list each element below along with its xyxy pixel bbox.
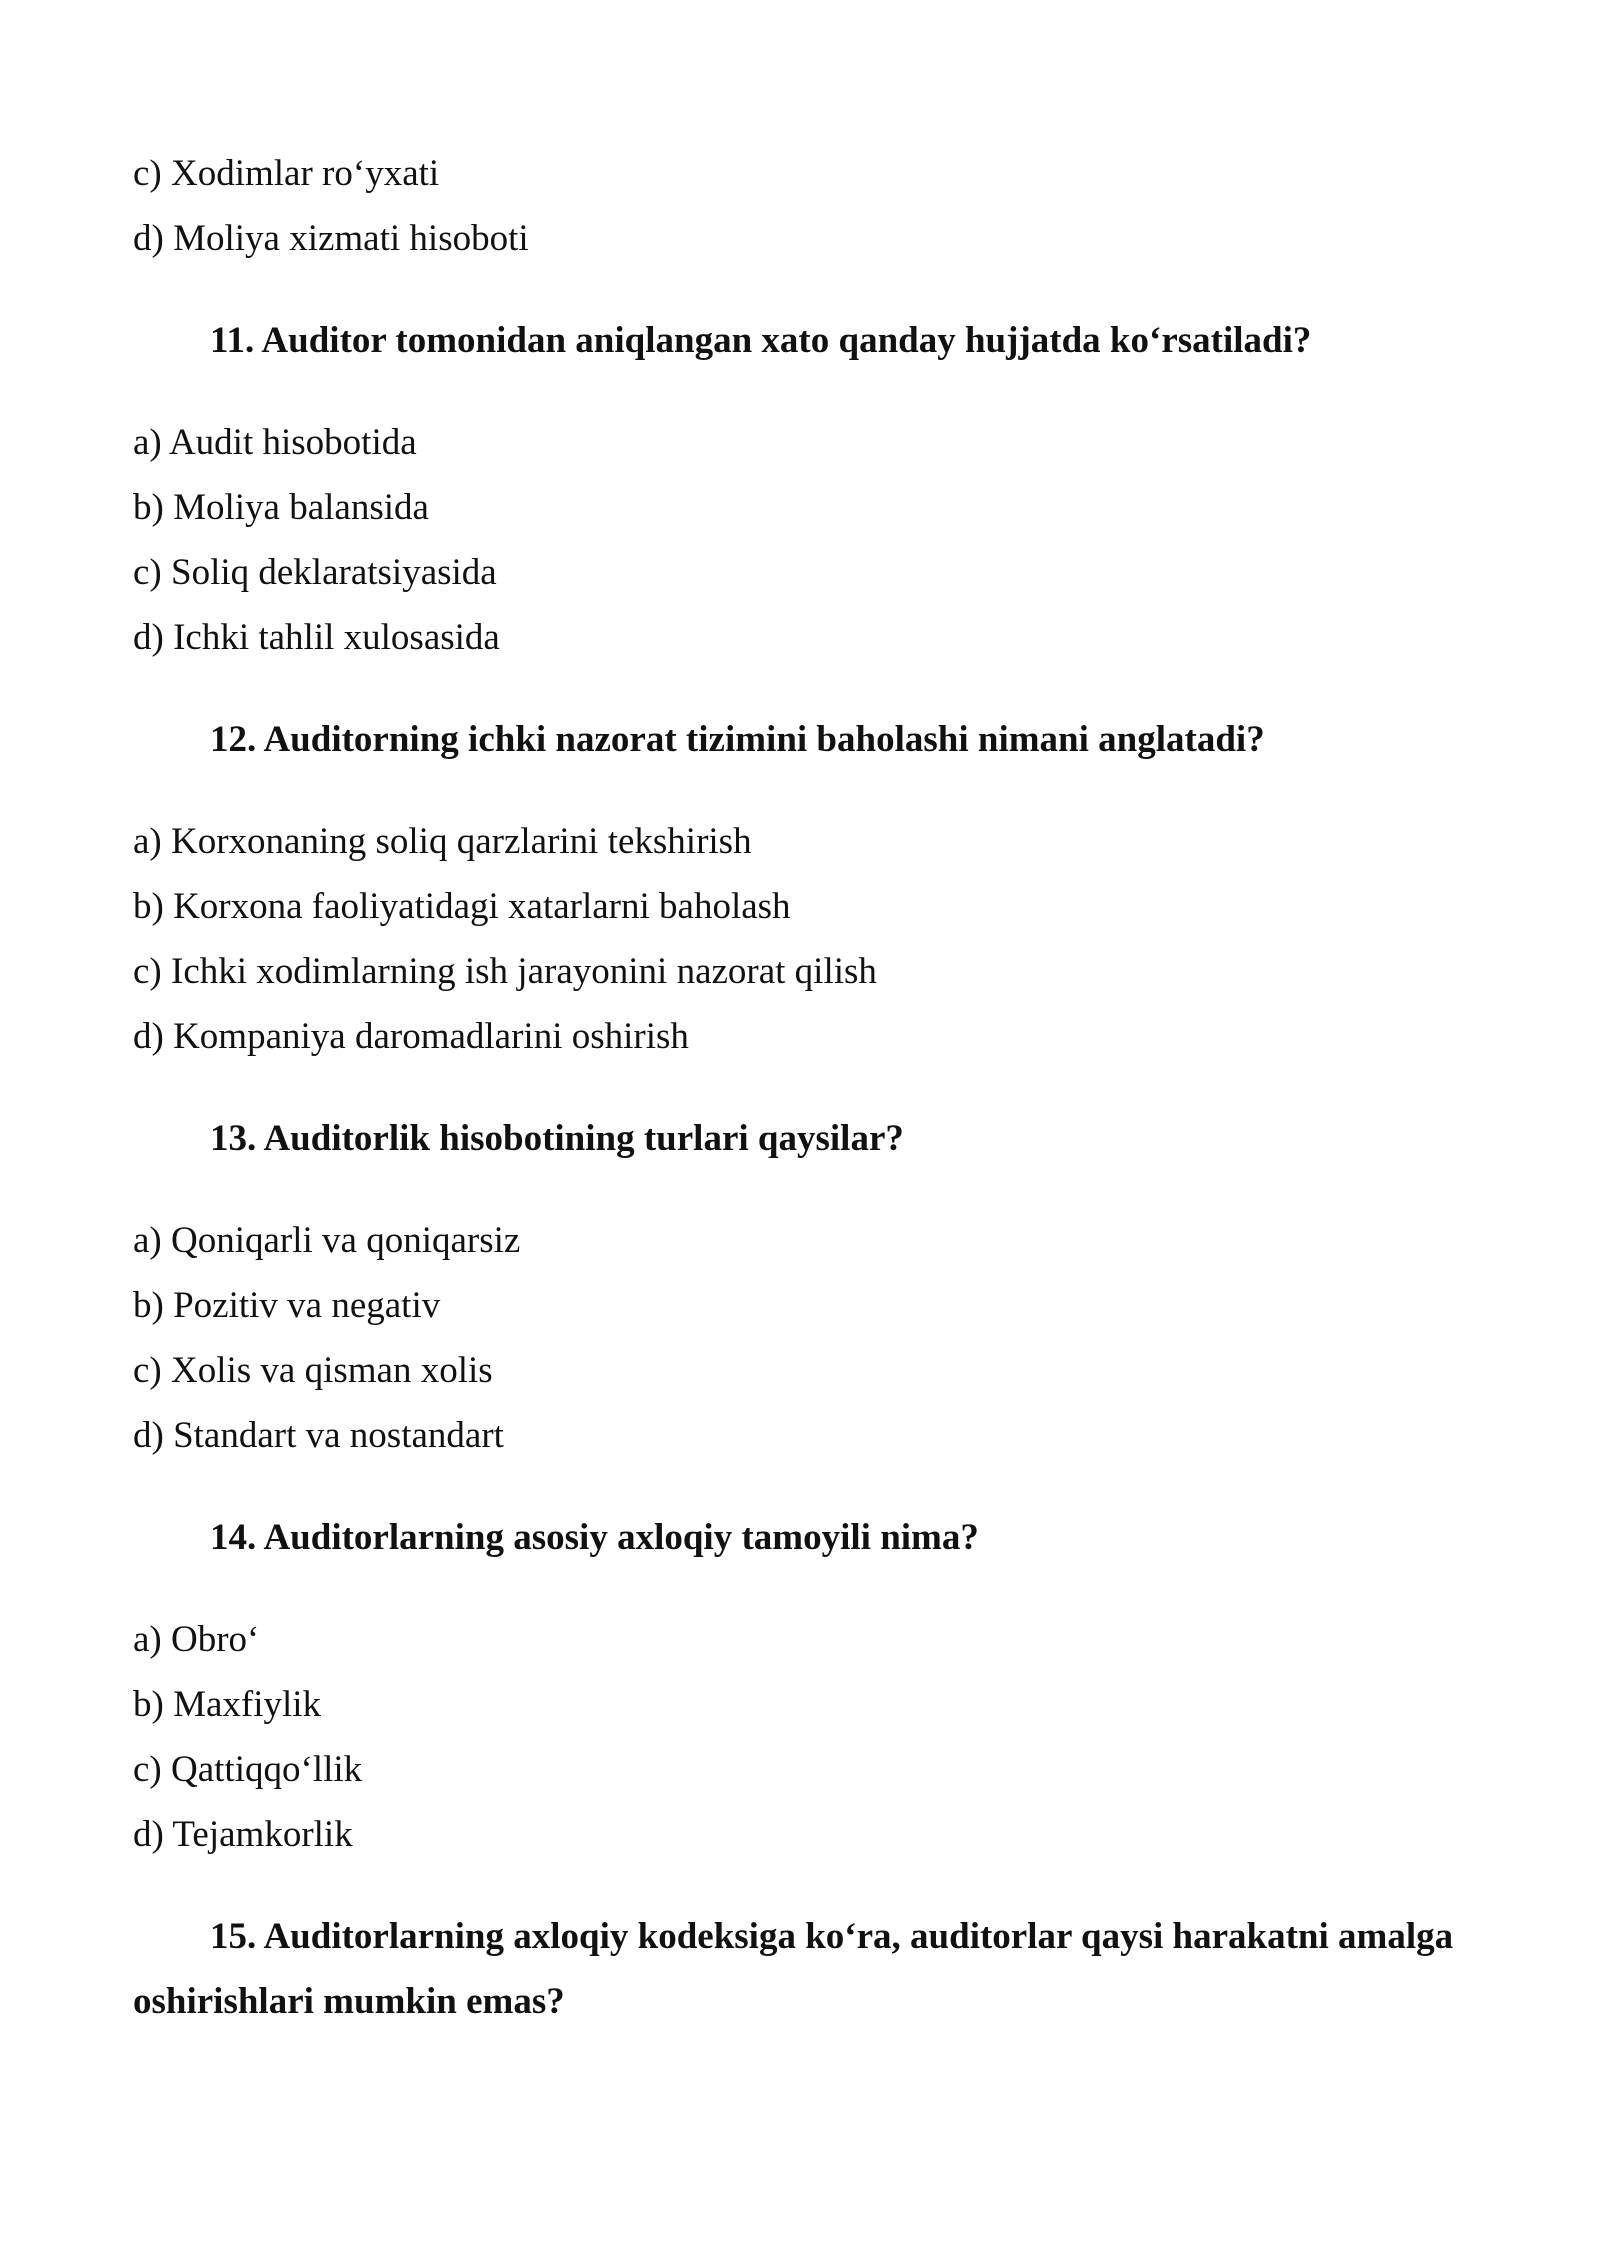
answer-option: d) Kompaniya daromadlarini oshirish <box>133 1016 689 1057</box>
answer-option: c) Qattiqqo‘llik <box>133 1749 363 1790</box>
answer-option: c) Soliq deklaratsiyasida <box>133 552 497 593</box>
answer-option: c) Xolis va qisman xolis <box>133 1350 493 1391</box>
answer-option: d) Moliya xizmati hisoboti <box>133 218 529 259</box>
answer-option: a) Audit hisobotida <box>133 422 417 463</box>
question-title: 14. Auditorlarning asosiy axloqiy tamoyili nima? <box>210 1517 979 1558</box>
answer-option: b) Moliya balansida <box>133 487 429 528</box>
answer-option: b) Pozitiv va negativ <box>133 1285 441 1326</box>
answer-option: a) Qoniqarli va qoniqarsiz <box>133 1220 521 1261</box>
question-title-continuation: oshirishlari mumkin emas? <box>133 1981 565 2022</box>
answer-option: a) Obro‘ <box>133 1619 260 1660</box>
answer-option: c) Xodimlar ro‘yxati <box>133 153 440 194</box>
answer-option: d) Tejamkorlik <box>133 1814 353 1855</box>
question-title: 15. Auditorlarning axloqiy kodeksiga ko‘ra, auditorlar qaysi harakatni amalga <box>210 1916 1454 1957</box>
answer-option: a) Korxonaning soliq qarzlarini tekshirish <box>133 821 752 862</box>
answer-option: d) Ichki tahlil xulosasida <box>133 617 500 658</box>
answer-option: c) Ichki xodimlarning ish jarayonini nazorat qilish <box>133 951 877 992</box>
question-title: 11. Auditor tomonidan aniqlangan xato qanday hujjatda ko‘rsatiladi? <box>210 320 1312 361</box>
answer-option: d) Standart va nostandart <box>133 1415 504 1456</box>
question-title: 12. Auditorning ichki nazorat tizimini baholashi nimani anglatadi? <box>210 719 1265 760</box>
question-title: 13. Auditorlik hisobotining turlari qaysilar? <box>210 1118 904 1159</box>
answer-option: b) Korxona faoliyatidagi xatarlarni baholash <box>133 886 791 927</box>
answer-option: b) Maxfiylik <box>133 1684 322 1725</box>
